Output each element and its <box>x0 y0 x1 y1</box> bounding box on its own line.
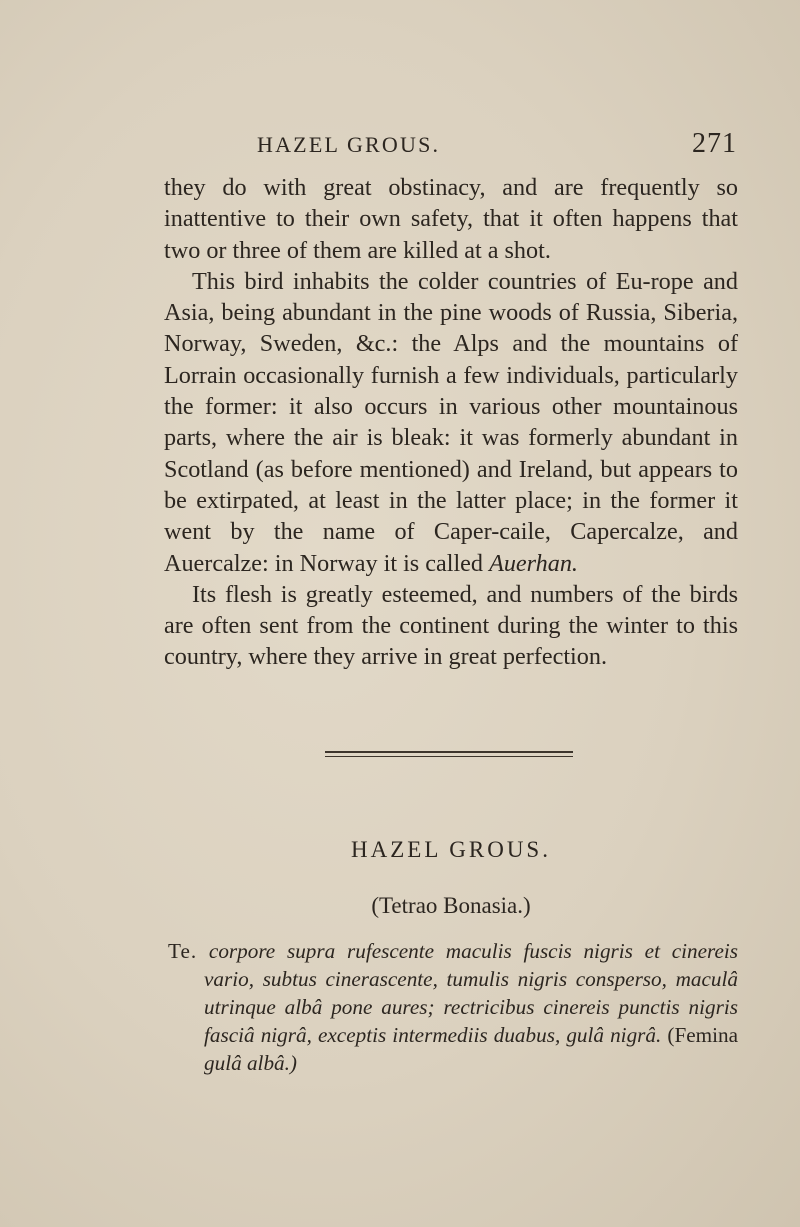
paragraph-1 <box>164 172 738 266</box>
section-title: HAZEL GROUS. <box>351 837 551 862</box>
paragraph-1-text: they do with great obstinacy, and are frequently so inattentive to their own safety, that it often happens that two or three of them are killed at a shot. <box>164 174 738 264</box>
description-lead: Te. <box>168 939 198 963</box>
section-divider-rule <box>325 751 573 753</box>
description-female-note: (Femina <box>667 1023 738 1047</box>
paragraph-3 <box>164 579 738 673</box>
running-head <box>257 128 737 164</box>
page-number: 271 <box>692 128 737 159</box>
latin-species-name: (Tetrao Bonasia.) <box>371 893 531 918</box>
paragraph-2-text: This bird inhabits the colder countries of Eu-rope and Asia, being abundant in the pine woods of Russia, Siberia, Norway, Sweden, &c.: the Alps and the mountains of Lorrain occasionally furnish a few individuals, particularly the former: it also occurs in various other mountainous parts, where the air is bleak: it was formerly abundant in Scotland (as before mentioned) and Ireland, but appears to be extirpated, at least in the latter place; in the former it went by the name of Caper-caile, Capercalze, and Auercalze: in Norway it is called <box>164 267 738 577</box>
paragraph-2-italic-term: Auerhan. <box>489 549 578 577</box>
running-head-title: HAZEL GROUS. <box>257 132 441 157</box>
paragraph-2 <box>164 266 738 579</box>
species-description <box>168 937 738 1077</box>
body-text <box>164 172 738 673</box>
section-divider-rule-thin <box>325 756 573 757</box>
description-female-latin: gulâ albâ.) <box>204 1051 297 1075</box>
description-latin-text: corpore supra rufescente maculis fuscis nigris et cinereis vario, subtus cinerascente, tumulis nigris consperso, maculâ utrinque albâ pone aures; rectricibus cinereis punctis nigris fasciâ nigrâ, exceptis intermediis duabus, gulâ nigrâ. <box>204 939 738 1047</box>
paragraph-3-text: Its flesh is greatly esteemed, and numbers of the birds are often sent from the continent during the winter to this country, where they arrive in great perfection. <box>164 580 738 671</box>
